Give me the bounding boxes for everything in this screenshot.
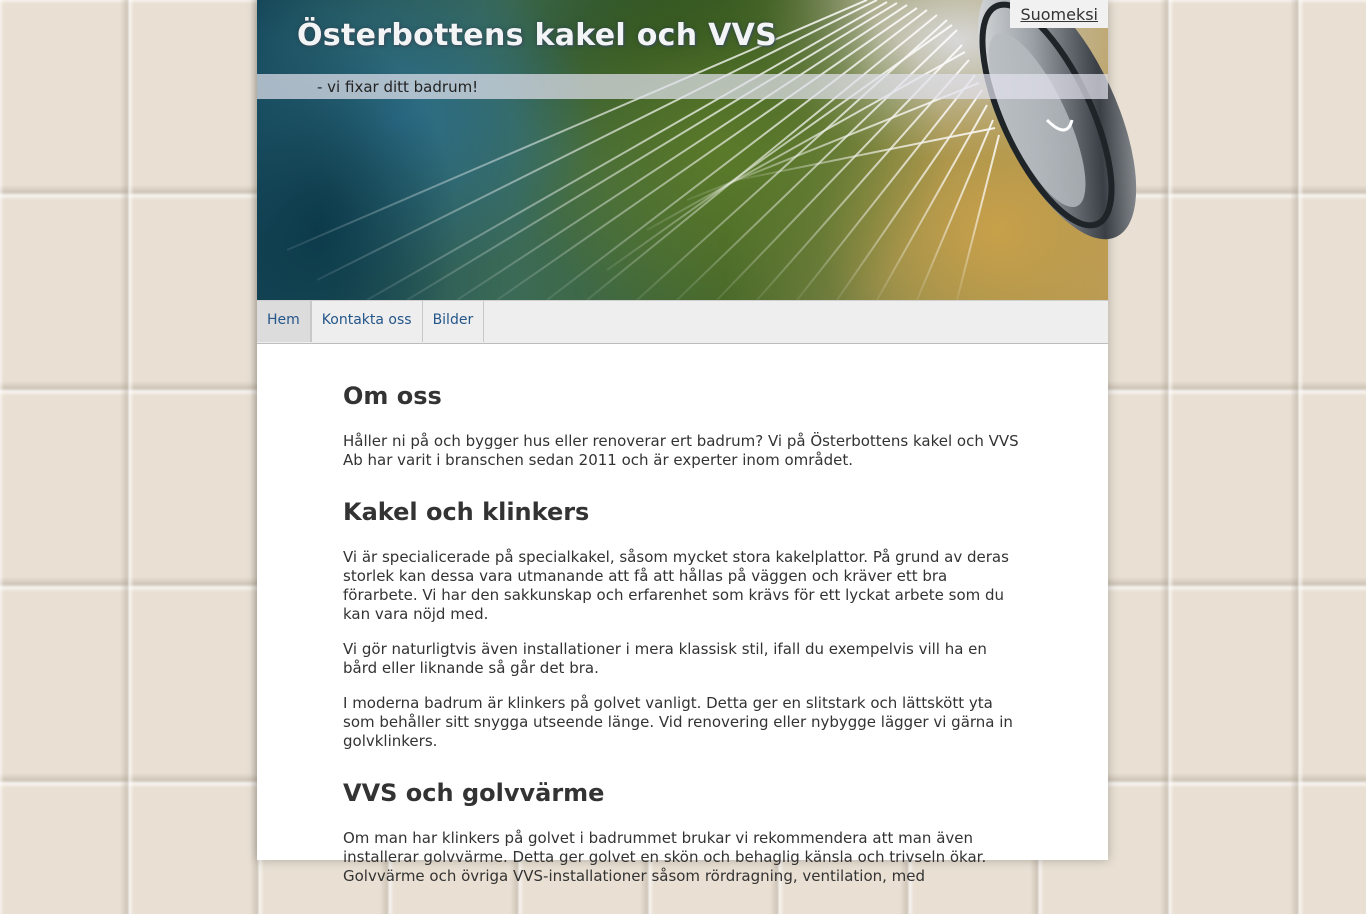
header-banner bbox=[257, 0, 1108, 300]
tagline-bar bbox=[257, 74, 1108, 99]
section-heading: Om oss bbox=[343, 382, 442, 410]
paragraph: Vi är specialicerade på specialkakel, såsom mycket stora kakelplattor. På grund av deras storlek kan dessa vara utmanande att få att hållas på väggen och kräver ett bra förarbete. Vi har den sakkunskap och erfarenhet som krävs för ett lyckat arbete som du kan vara nöjd med. bbox=[343, 548, 1009, 623]
tagline: - vi fixar ditt badrum! bbox=[317, 78, 479, 96]
nav-item-kontakta-oss[interactable]: Kontakta oss bbox=[311, 301, 423, 342]
nav-item-hem[interactable]: Hem bbox=[257, 301, 311, 342]
section-kakel-och-klinkers bbox=[343, 498, 1023, 751]
paragraph: Om man har klinkers på golvet i badrummet brukar vi rekommendera att man även installerar golvvärme. Detta ger golvet en skön och behaglig känsla och trivseln ökar. Golvvärme och övriga VVS-installationer såsom rördragning, ventilation, med bbox=[343, 829, 987, 885]
site-title: Österbottens kakel och VVS bbox=[297, 18, 778, 53]
main-nav bbox=[257, 300, 1108, 344]
section-heading: Kakel och klinkers bbox=[343, 498, 590, 526]
paragraph: Vi gör naturligtvis även installationer i mera klassisk stil, ifall du exempelvis vill ha en bård eller liknande så går det bra. bbox=[343, 640, 987, 677]
nav-item-bilder[interactable]: Bilder bbox=[423, 301, 485, 342]
paragraph: I moderna badrum är klinkers på golvet vanligt. Detta ger en slitstark och lättskött yta som behåller sitt snygga utseende länge. Vid renovering eller nybygge lägger vi gärna in golvklinkers. bbox=[343, 694, 1013, 750]
page-container bbox=[257, 0, 1108, 885]
section-om-oss bbox=[343, 382, 1023, 470]
section-heading: VVS och golvvärme bbox=[343, 779, 605, 807]
section-vvs-och-golvvarme bbox=[343, 779, 1023, 886]
main-content bbox=[343, 382, 1023, 914]
paragraph: Håller ni på och bygger hus eller renoverar ert badrum? Vi på Österbottens kakel och VVS Ab har varit i branschen sedan 2011 och är experter inom området. bbox=[343, 432, 1019, 469]
language-link-finnish[interactable]: Suomeksi bbox=[1010, 0, 1108, 28]
